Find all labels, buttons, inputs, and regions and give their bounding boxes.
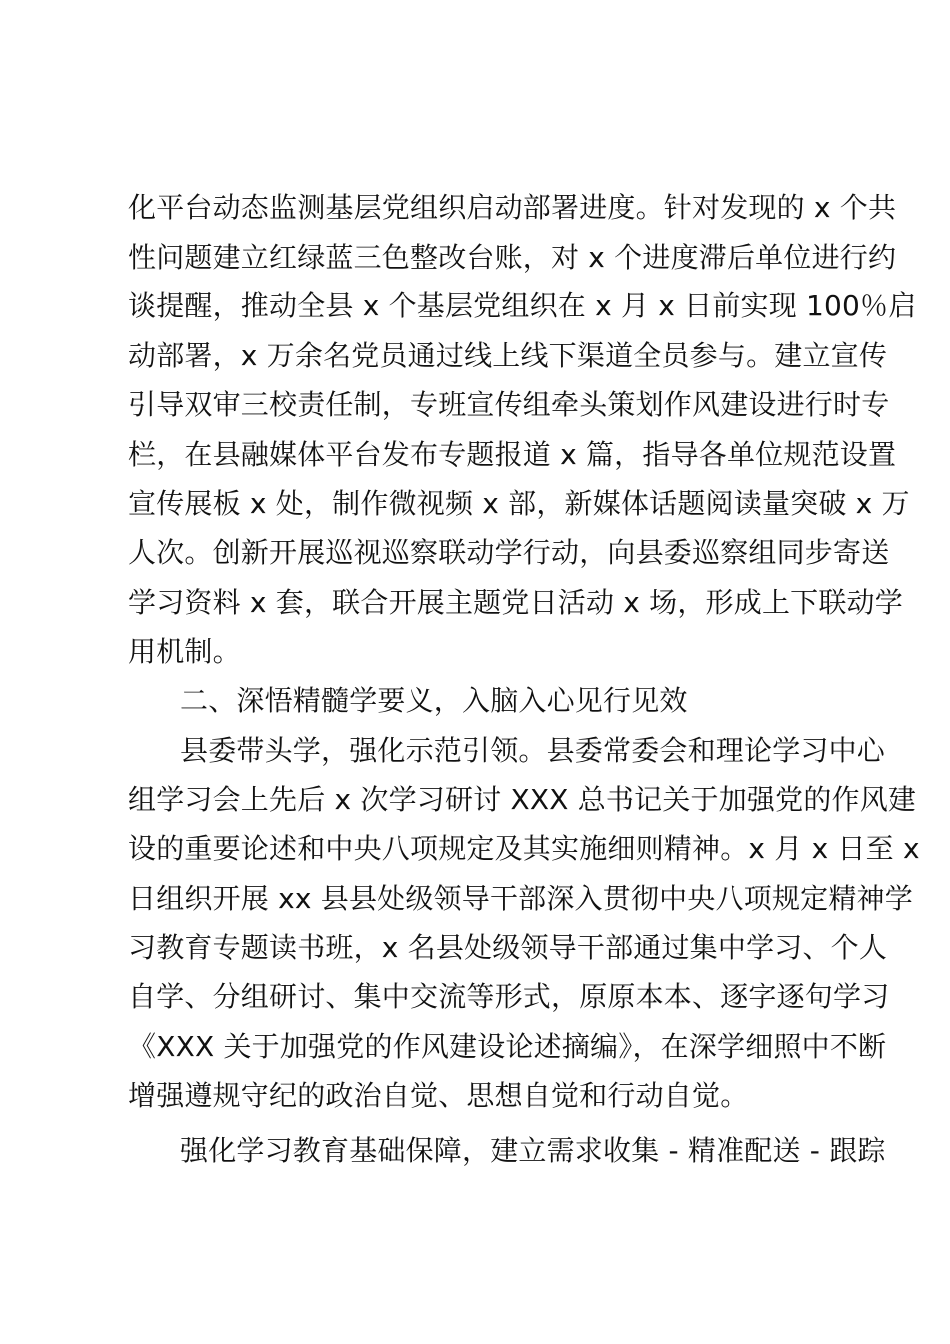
body-text-line: 动部署，x 万余名党员通过线上线下渠道全员参与。建立宣传 xyxy=(128,339,888,372)
body-text-line: 性问题建立红绿蓝三色整改台账，对 x 个进度滞后单位进行约 xyxy=(128,241,897,274)
body-text-line: 设的重要论述和中央八项规定及其实施细则精神。x 月 x 日至 x xyxy=(128,832,920,865)
body-text-line: 习教育专题读书班，x 名县处级领导干部通过集中学习、个人 xyxy=(128,931,888,964)
body-text-line: 增强遵规守纪的政治自觉、思想自觉和行动自觉。 xyxy=(128,1079,749,1112)
section-heading: 二、深悟精髓学要义，入脑入心见行见效 xyxy=(180,684,688,717)
body-text-line: 人次。创新开展巡视巡察联动学行动，向县委巡察组同步寄送 xyxy=(128,536,890,569)
paragraph-first-line: 县委带头学，强化示范引领。县委常委会和理论学习中心 xyxy=(180,734,886,767)
body-text-line: 用机制。 xyxy=(128,635,241,668)
body-text-line: 日组织开展 xx 县县处级领导干部深入贯彻中央八项规定精神学 xyxy=(128,882,913,915)
paragraph-first-line: 强化学习教育基础保障，建立需求收集 - 精准配送 - 跟踪 xyxy=(180,1134,886,1167)
body-text-line: 化平台动态监测基层党组织启动部署进度。针对发现的 x 个共 xyxy=(128,191,897,224)
body-text-line: 自学、分组研讨、集中交流等形式，原原本本、逐字逐句学习 xyxy=(128,980,890,1013)
body-text-line: 学习资料 x 套，联合开展主题党日活动 x 场，形成上下联动学 xyxy=(128,586,903,619)
body-text-line: 谈提醒，推动全县 x 个基层党组织在 x 月 x 日前实现 100％启 xyxy=(128,289,917,322)
body-text-line: 栏，在县融媒体平台发布专题报道 x 篇，指导各单位规范设置 xyxy=(128,438,897,471)
body-text-line: 组学习会上先后 x 次学习研讨 XXX 总书记关于加强党的作风建 xyxy=(128,783,917,816)
body-text-line: 《XXX 关于加强党的作风建设论述摘编》，在深学细照中不断 xyxy=(128,1030,887,1063)
body-text-line: 宣传展板 x 处，制作微视频 x 部，新媒体话题阅读量突破 x 万 xyxy=(128,487,910,520)
body-text-line: 引导双审三校责任制，专班宣传组牵头策划作风建设进行时专 xyxy=(128,388,890,421)
